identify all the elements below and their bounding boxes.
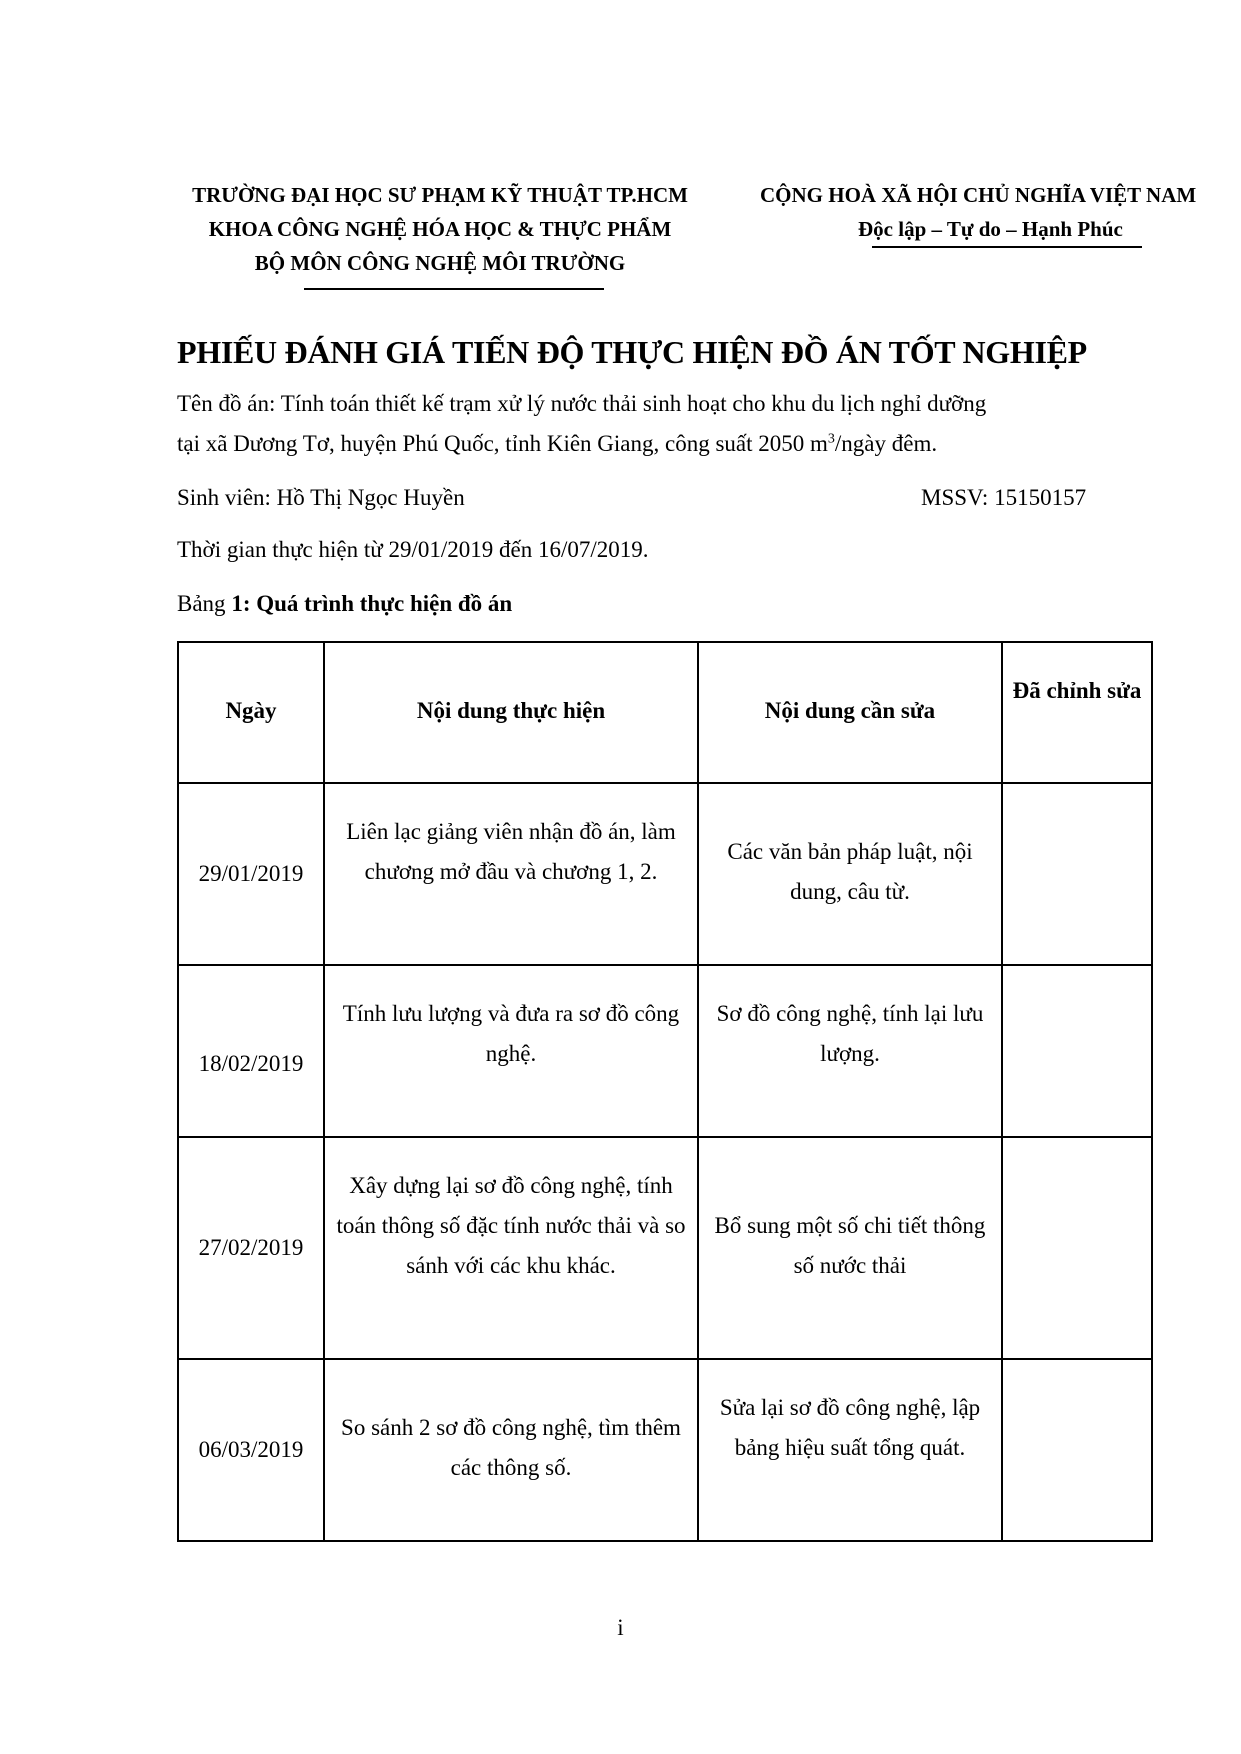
row-work-done: So sánh 2 sơ đồ công nghệ, tìm thêm các thông số. xyxy=(324,1359,698,1541)
table-header-row xyxy=(178,642,1152,783)
project-name-line-2 xyxy=(177,424,937,464)
row-to-fix: Bổ sung một số chi tiết thông số nước thải xyxy=(698,1137,1002,1359)
row-date: 27/02/2019 xyxy=(178,1137,324,1359)
page-number: i xyxy=(617,1615,624,1640)
faculty-name: KHOA CÔNG NGHỆ HÓA HỌC & THỰC PHẨM xyxy=(208,217,672,241)
header-fixed: Đã chỉnh sửa xyxy=(1002,642,1152,783)
table-row xyxy=(178,783,1152,965)
row-to-fix: Các văn bản pháp luật, nội dung, câu từ. xyxy=(698,783,1002,965)
project-line2-text: tại xã Dương Tơ, huyện Phú Quốc, tỉnh Kiên Giang, công suất 2050 m xyxy=(177,431,828,456)
table-row xyxy=(178,1359,1152,1541)
unit-superscript: 3 xyxy=(827,431,835,447)
department-name: BỘ MÔN CÔNG NGHỆ MÔI TRƯỜNG xyxy=(254,251,626,275)
row-work-done: Tính lưu lượng và đưa ra sơ đồ công nghệ. xyxy=(324,965,698,1137)
table-caption xyxy=(177,584,512,624)
national-motto: Độc lập – Tự do – Hạnh Phúc xyxy=(858,217,1123,241)
header-divider-left xyxy=(304,288,604,290)
project-line2-suffix: /ngày đêm. xyxy=(834,431,938,456)
row-date: 18/02/2019 xyxy=(178,965,324,1137)
row-work-done: Xây dựng lại sơ đồ công nghệ, tính toán thông số đặc tính nước thải và so sánh với các khu khác. xyxy=(324,1137,698,1359)
row-to-fix: Sơ đồ công nghệ, tính lại lưu lượng. xyxy=(698,965,1002,1137)
national-header xyxy=(760,178,1241,248)
row-fixed xyxy=(1002,1359,1152,1541)
project-name-line-1: Tên đồ án: Tính toán thiết kế trạm xử lý nước thải sinh hoạt cho khu du lịch nghỉ dưỡng xyxy=(177,391,987,416)
row-work-done: Liên lạc giảng viên nhận đồ án, làm chương mở đầu và chương 1, 2. xyxy=(324,783,698,965)
row-date: 29/01/2019 xyxy=(178,783,324,965)
document-title: PHIẾU ĐÁNH GIÁ TIẾN ĐỘ THỰC HIỆN ĐỒ ÁN TỐT NGHIỆP xyxy=(177,334,1087,370)
header-work-done: Nội dung thực hiện xyxy=(324,642,698,783)
project-period: Thời gian thực hiện từ 29/01/2019 đến 16/07/2019. xyxy=(177,537,649,562)
caption-title: 1: Quá trình thực hiện đồ án xyxy=(231,591,513,616)
header-to-fix: Nội dung cần sửa xyxy=(698,642,1002,783)
table-row xyxy=(178,965,1152,1137)
header-date: Ngày xyxy=(178,642,324,783)
row-fixed xyxy=(1002,965,1152,1137)
row-fixed xyxy=(1002,1137,1152,1359)
caption-prefix: Bảng xyxy=(177,591,232,616)
student-name: Sinh viên: Hồ Thị Ngọc Huyền xyxy=(177,485,465,510)
table-row xyxy=(178,1137,1152,1359)
country-name: CỘNG HOÀ XÃ HỘI CHỦ NGHĨA VIỆT NAM xyxy=(760,183,1197,207)
row-date: 06/03/2019 xyxy=(178,1359,324,1541)
institution-header xyxy=(160,178,720,290)
row-fixed xyxy=(1002,783,1152,965)
row-to-fix: Sửa lại sơ đồ công nghệ, lập bảng hiệu suất tổng quát. xyxy=(698,1359,1002,1541)
header-divider-right xyxy=(872,246,1142,248)
progress-table xyxy=(177,641,1153,1542)
student-id: MSSV: 15150157 xyxy=(921,485,1087,510)
university-name: TRƯỜNG ĐẠI HỌC SƯ PHẠM KỸ THUẬT TP.HCM xyxy=(192,183,688,207)
